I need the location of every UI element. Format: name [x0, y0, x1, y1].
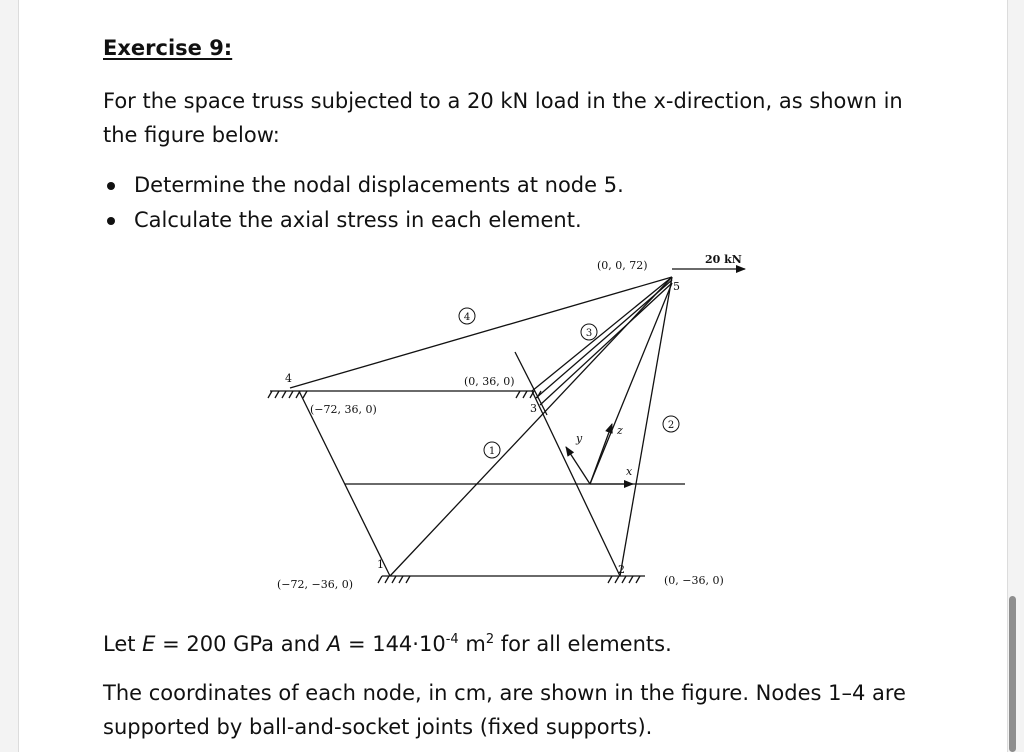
modulus-value: = 200 GPa and — [155, 632, 327, 656]
material-tail: for all elements. — [494, 632, 672, 656]
axis-x-label: x — [626, 465, 633, 478]
element-3c — [540, 283, 672, 405]
modulus-symbol: E — [142, 632, 156, 656]
material-properties — [103, 627, 963, 661]
node-5-label: 5 — [673, 280, 680, 293]
exercise-title: Exercise 9: — [103, 36, 233, 60]
area-unit: m — [458, 632, 486, 656]
element-1-number: 1 — [488, 446, 496, 457]
support-notes: The coordinates of each node, in cm, are shown in the figure. Nodes 1–4 are supported by ball-and-socket joints (fixed supports). — [103, 681, 906, 739]
load-label: 20 kN — [705, 253, 742, 266]
coord-node-5: (0, 0, 72) — [597, 259, 648, 272]
element-3d — [590, 283, 675, 484]
area-unit-exponent: 2 — [485, 632, 495, 647]
hatch-node-1 — [378, 576, 410, 583]
axis-y-label: y — [576, 432, 583, 445]
area-exponent: -4 — [445, 632, 459, 647]
node-1-label: 1 — [377, 558, 384, 571]
element-3b — [536, 280, 672, 398]
node-4-label: 4 — [285, 372, 292, 385]
element-2-number: 2 — [667, 420, 675, 431]
coord-node-3: (0, 36, 0) — [464, 375, 515, 388]
node-3-label: 3 — [530, 402, 537, 415]
area-value: = 144·10 — [341, 632, 446, 656]
element-4-number: 4 — [463, 312, 471, 323]
element-3-number: 3 — [585, 328, 593, 339]
coord-node-2: (0, −36, 0) — [664, 574, 724, 587]
axis-z-label: z — [617, 424, 623, 437]
hatch-node-2 — [608, 576, 640, 583]
coord-node-4: (−72, 36, 0) — [310, 403, 377, 416]
area-symbol: A — [326, 632, 342, 656]
node-2-label: 2 — [618, 563, 625, 576]
task-item: Calculate the axial stress in each element. — [103, 203, 624, 238]
exercise-intro: For the space truss subjected to a 20 kN load in the x-direction, as shown in the figure below: — [103, 89, 903, 147]
axis-y — [566, 447, 590, 484]
element-4 — [290, 277, 672, 388]
coord-node-1: (−72, −36, 0) — [277, 578, 353, 591]
material-lead: Let — [103, 632, 143, 656]
task-item: Determine the nodal displacements at node 5. — [103, 168, 624, 203]
axis-z — [590, 424, 612, 484]
